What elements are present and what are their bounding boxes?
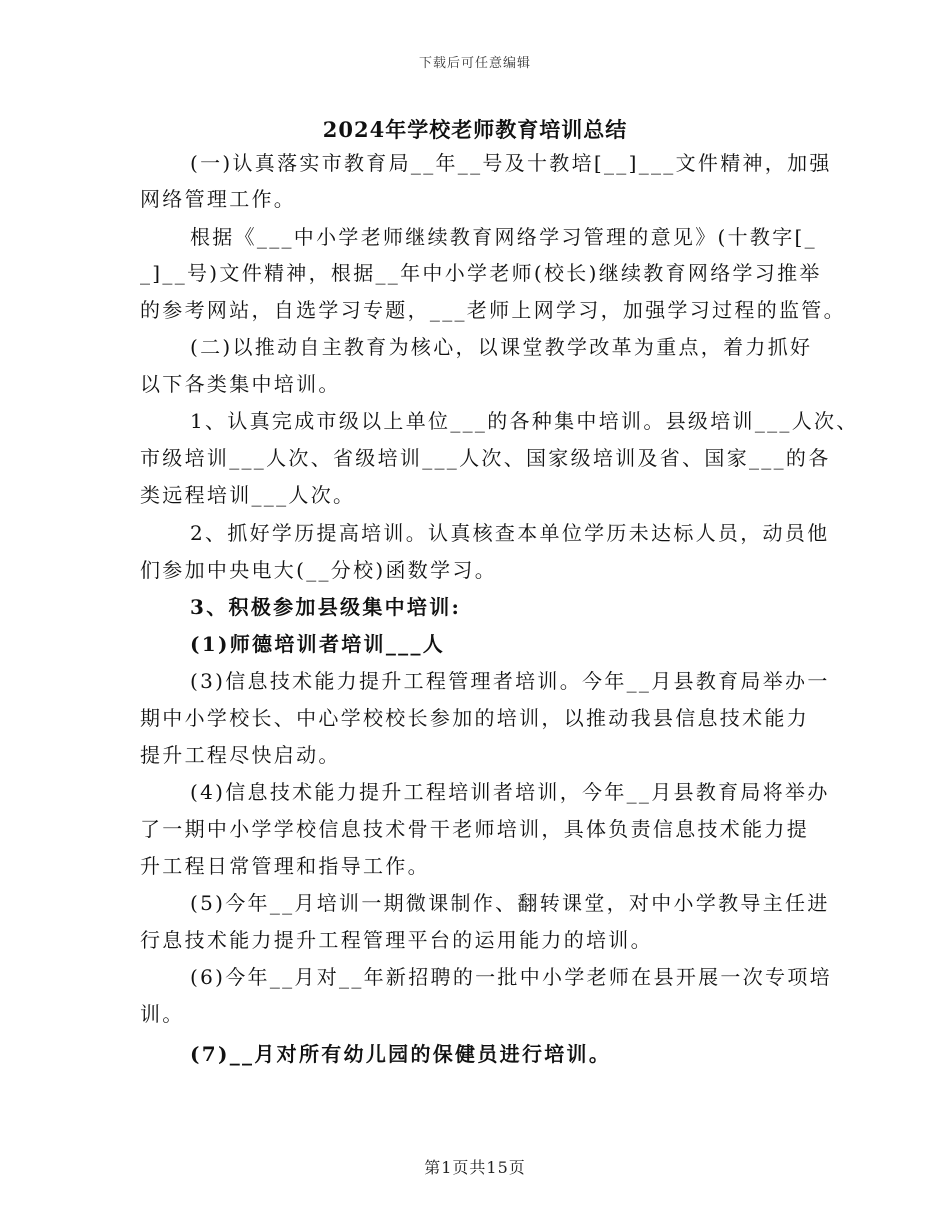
section-heading: (7)__月对所有幼儿园的保健员进行培训。 [190, 1042, 612, 1066]
paragraph-line: (一)认真落实市教育局__年__号及十教培[__]___文件精神，加强 [190, 151, 832, 175]
paragraph-line: (5)今年__月培训一期微课制作、翻转课堂，对中小学教导主任进 [190, 891, 830, 915]
page-number: 第1页共15页 [424, 1158, 526, 1177]
paragraph-line: _]__号)文件精神，根据__年中小学老师(校长)继续教育网络学习推举 [140, 261, 822, 285]
header-note: 下载后可任意编辑 [418, 56, 531, 71]
paragraph-line: 行息技术能力提升工程管理平台的运用能力的培训。 [140, 928, 653, 952]
paragraph-line: 根据《___中小学老师继续教育网络学习管理的意见》(十教字[_ [190, 225, 817, 249]
paragraph-line: (二)以推动自主教育为核心，以课堂教学改革为重点，着力抓好 [190, 335, 813, 359]
paragraph-line: 的参考网站，自选学习专题，___老师上网学习，加强学习过程的监管。 [140, 298, 846, 322]
paragraph-line: 2、抓好学历提高培训。认真核查本单位学历未达标人员，动员他 [190, 521, 830, 545]
section-heading: 3、积极参加县级集中培训: [190, 595, 462, 619]
paragraph-line: 市级培训___人次、省级培训___人次、国家级培训及省、国家___的各 [140, 446, 831, 470]
paragraph-line: 们参加中央电大(__分校)函数学习。 [140, 558, 498, 582]
paragraph-line: (4)信息技术能力提升工程培训者培训，今年__月县教育局将举办 [190, 780, 830, 804]
paragraph-line: 网络管理工作。 [140, 187, 297, 211]
section-heading: (1)师德培训者培训___人 [190, 632, 446, 656]
paragraph-line: (3)信息技术能力提升工程管理者培训。今年__月县教育局举办一 [190, 669, 830, 693]
paragraph-line: 期中小学校长、中心学校校长参加的培训，以推动我县信息技术能力 [140, 706, 809, 730]
paragraph-line: 类远程培训___人次。 [140, 483, 356, 507]
paragraph-line: 了一期中小学学校信息技术骨干老师培训，具体负责信息技术能力提 [140, 817, 809, 841]
paragraph-line: 1、认真完成市级以上单位___的各种集中培训。县级培训___人次、 [190, 409, 859, 433]
paragraph-line: 训。 [140, 1002, 185, 1026]
paragraph-line: 提升工程尽快启动。 [140, 743, 341, 767]
paragraph-line: 以下各类集中培训。 [140, 372, 341, 396]
document-title: 2024年学校老师教育培训总结 [322, 117, 628, 142]
paragraph-line: 升工程日常管理和指导工作。 [140, 854, 430, 878]
paragraph-line: (6)今年__月对__年新招聘的一批中小学老师在县开展一次专项培 [190, 965, 832, 989]
